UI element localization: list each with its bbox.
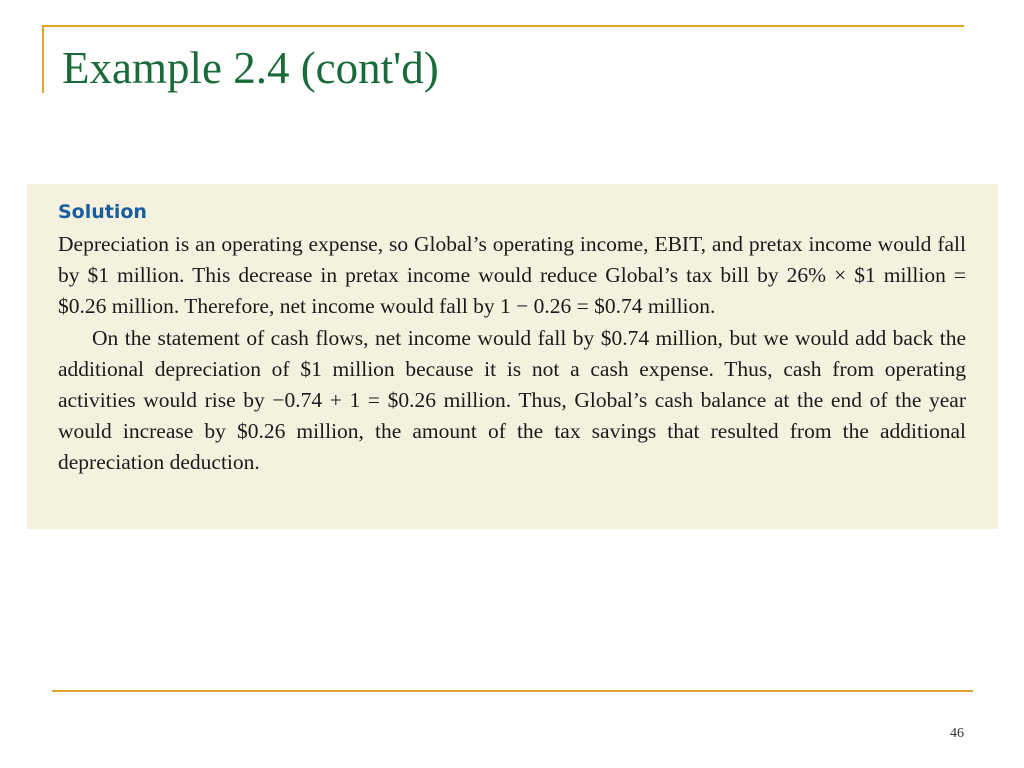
solution-paragraph-2: On the statement of cash flows, net income would fall by $0.74 million, but we would add back the additional depreciation of $1 million because it is not a cash expense. Thus, cash from operating activities would rise by −0.74 + 1 = $0.26 million. Thus, Global’s cash balance at the end of the year would increase by $0.26 million, the amount of the tax savings that resulted from the additional depreciation deduction. [58, 325, 966, 475]
page-number: 46 [950, 726, 964, 741]
footer-rule [52, 690, 973, 692]
title-rule-left [42, 25, 44, 93]
solution-text [58, 229, 966, 479]
solution-heading: Solution [58, 201, 147, 223]
slide-title: Example 2.4 (cont'd) [62, 43, 439, 93]
title-rule-top [42, 25, 964, 27]
solution-paragraph-1: Depreciation is an operating expense, so Global’s operating income, EBIT, and pretax income would fall by $1 million. This decrease in pretax income would reduce Global’s tax bill by 26% × $1 million = $0.26 million. Therefore, net income would fall by 1 − 0.26 = $0.74 million. [58, 232, 966, 319]
